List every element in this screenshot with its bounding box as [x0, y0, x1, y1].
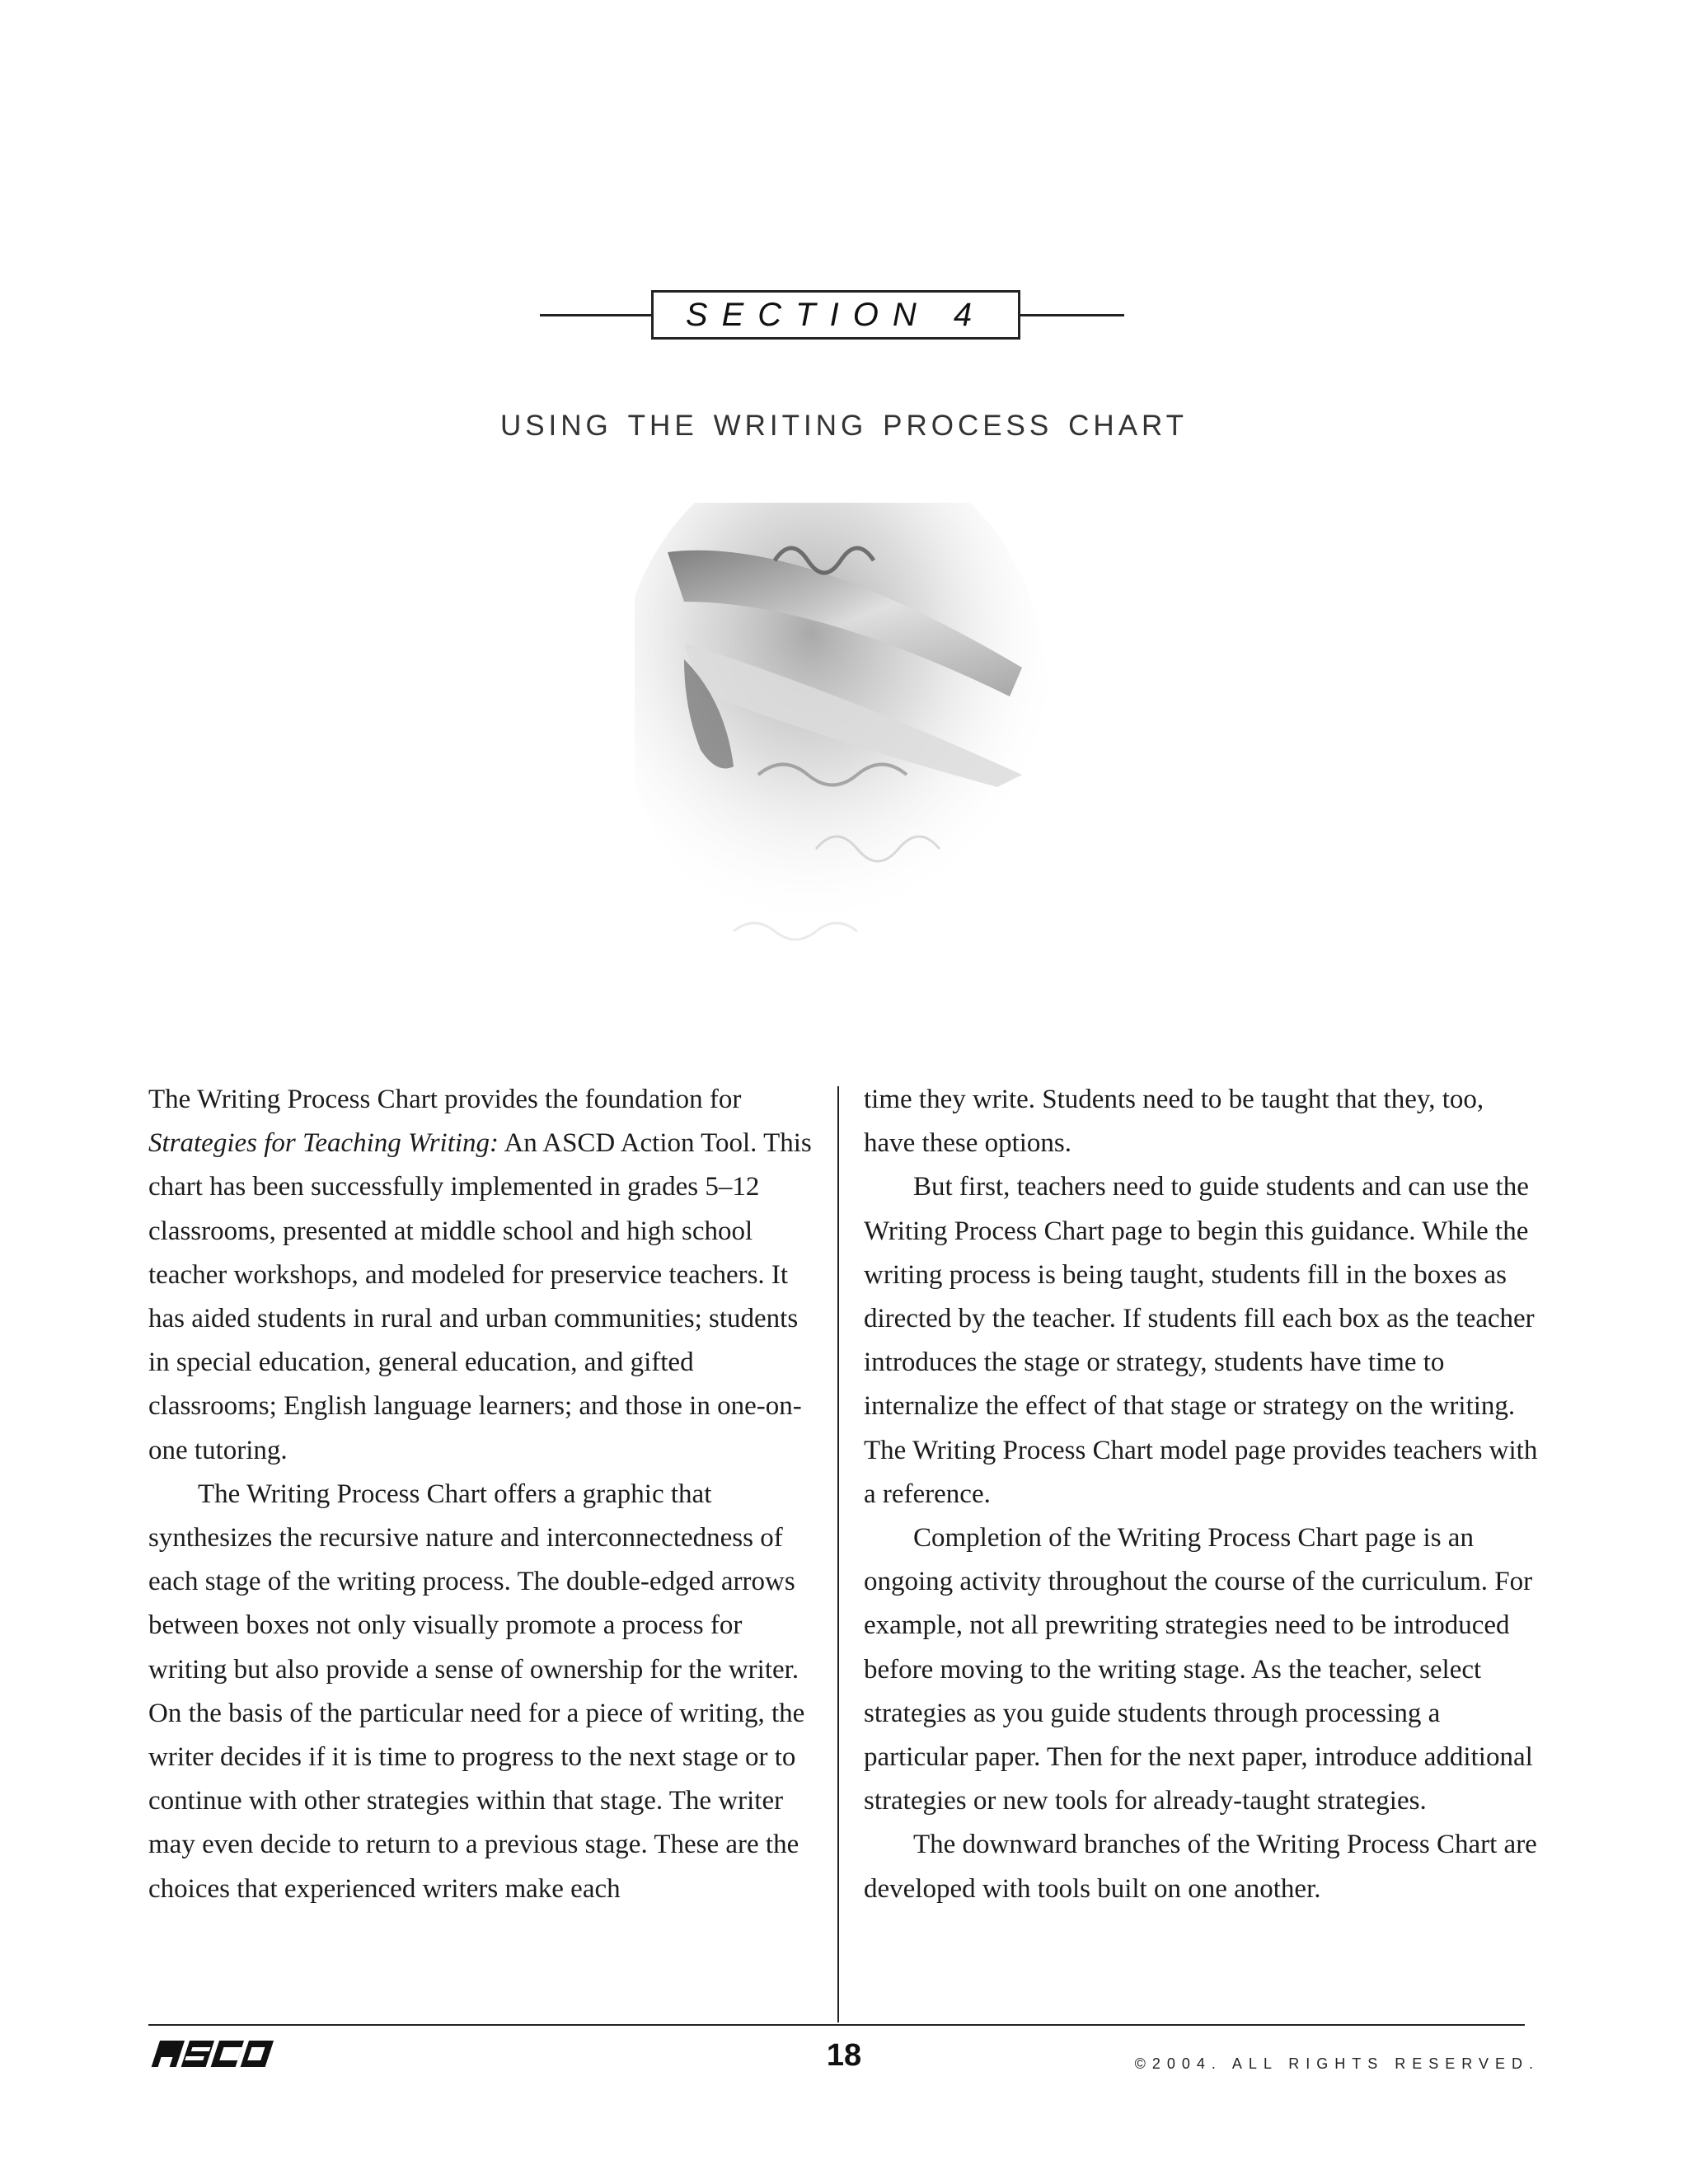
page-title: using the writing process chart: [499, 398, 1189, 444]
section-label: SECTION 4: [651, 290, 1020, 340]
section-rule-left: [540, 314, 653, 316]
right-paragraph-3: Completion of the Writing Process Chart page is an ongoing activity throughout the course of the curriculum. For example, not all prewriting strategies need to be introduced before moving to the writing stage. As the teacher, select strategies as you guide students through processing a particular paper. Then for the next paper, introduce additional strategies or new tools for already-taught strategies.: [864, 1523, 1533, 1816]
right-paragraph-1: time they write. Students need to be taught that they, too, have these options.: [864, 1085, 1484, 1159]
right-column: [864, 1078, 1540, 1911]
column-divider: [837, 1086, 839, 2022]
footer-rule: [148, 2024, 1525, 2026]
left-paragraph-1: The Writing Process Chart provides the foundation for Strategies for Teaching Writing: An ASCD Action Tool. This chart has been successfully implemented in grades 5–12 classrooms, presented at middle school and high school teacher workshops, and modeled for preservice teachers. It has aided students in rural and urban communities; students in special education, general education, and gifted classrooms; English language learners; and those in one-on-one tutoring.: [148, 1085, 812, 1465]
right-paragraph-2: But first, teachers need to guide students and can use the Writing Process Chart page to begin this guidance. While the writing process is being taught, students fill in the boxes as directed by the teacher. If students fill each box as the teacher introduces the stage or strategy, students have time to internalize the effect of that stage or strategy on the writing. The Writing Process Chart model page provides teachers with a reference.: [864, 1172, 1538, 1509]
right-paragraph-4: The downward branches of the Writing Process Chart are developed with tools built on one another.: [864, 1830, 1537, 1904]
copyright-notice: ©2004. ALL RIGHTS RESERVED.: [1134, 2055, 1540, 2072]
pen-illustration: [635, 503, 1063, 1047]
left-paragraph-2: The Writing Process Chart offers a graphic that synthesizes the recursive nature and interconnectedness of each stage of the writing process. The double-edged arrows between boxes not only visually promote a process for writing but also provide a sense of ownership for the writer. On the basis of the particular need for a piece of writing, the writer decides if it is time to progress to the next stage or to continue with other strategies within that stage. The writer may even decide to return to a previous stage. These are the choices that experienced writers make each: [148, 1479, 805, 1904]
page-number: 18: [826, 2038, 862, 2073]
left-column: [148, 1078, 824, 1911]
section-rule-right: [1019, 314, 1124, 316]
